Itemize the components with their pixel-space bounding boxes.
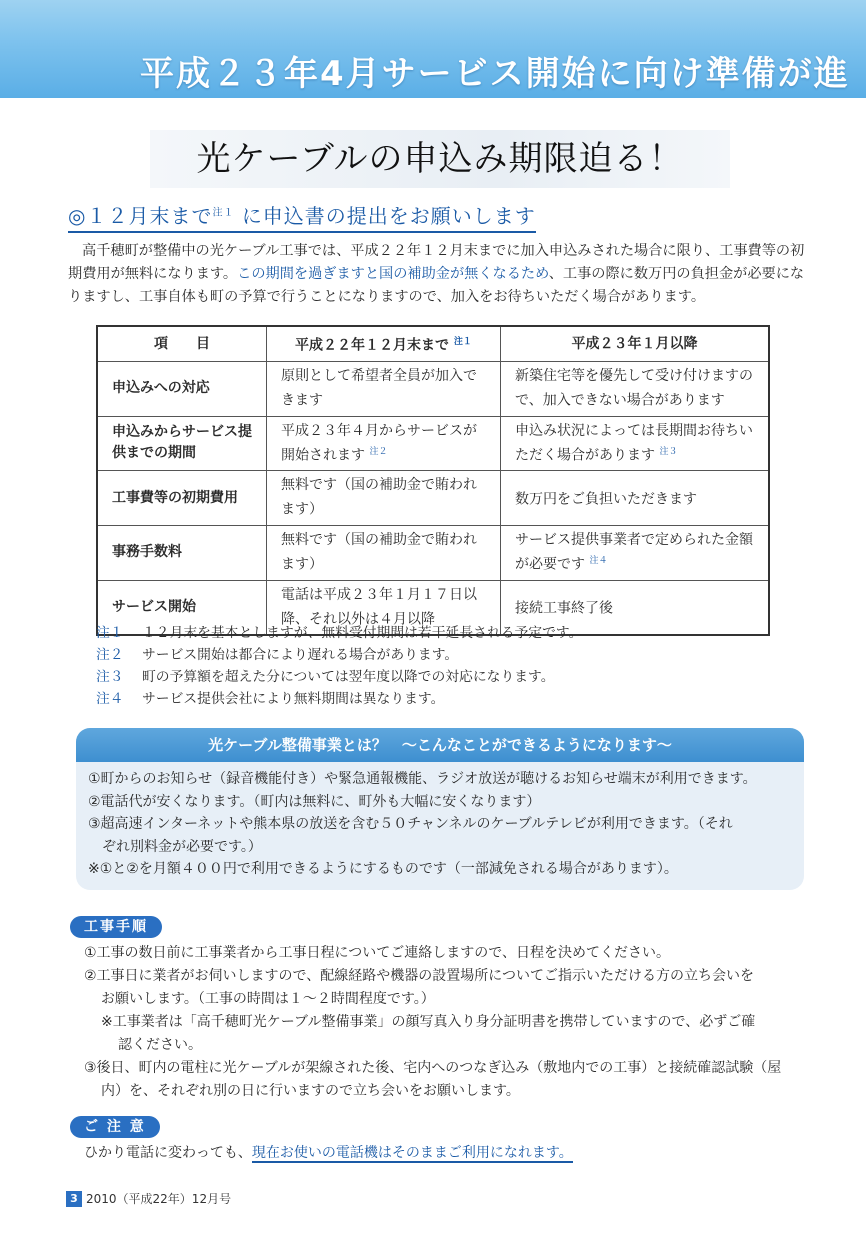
intro-text-2: 、工事の際に数万円の負担金が必要になりますし、工事自体も町の予算で行うことになりますので、加入をお待ちいただく場合があります。 <box>68 266 805 305</box>
footnote-text: 町の予算額を超えた分については翌年度以降での対応になります。 <box>142 669 555 685</box>
table-row <box>97 525 769 580</box>
intro-text-1: 高千穂町が整備中の光ケーブル工事では、平成２２年１２月末までに加入申込みされた場合に限り、工事費等の初期費用が無料になります。 <box>68 243 805 282</box>
row-after-text: 接続工事終了後 <box>515 600 613 617</box>
footnote-key: 注４ <box>96 691 124 707</box>
info-line: ③超高速インターネットや熊本県の放送を含む５０チャンネルのケーブルテレビが利用できます。（それ <box>88 816 733 832</box>
table-header-after: 平成２３年１月以降 <box>501 326 770 362</box>
table-header-note: 注１ <box>453 336 472 347</box>
footnote-item <box>96 688 796 710</box>
info-box <box>76 728 804 890</box>
step-line: お願いします。（工事の時間は１～２時間程度です。） <box>101 991 435 1007</box>
caution-text-pre: ひかり電話に変わっても、 <box>84 1145 252 1161</box>
step-line: ②工事日に業者がお伺いしますので、配線経路や機器の設置場所についてご指示いただける方の立ち会いを <box>84 968 754 984</box>
issue-date: 2010（平成22年）12月号 <box>86 1192 232 1206</box>
row-before <box>267 416 501 471</box>
step-line: ※工事業者は「高千穂町光ケーブル整備事業」の顔写真入り身分証明書を携帯していますので、必ずご確 <box>101 1014 756 1030</box>
footnote-item <box>96 622 796 644</box>
row-after-text: サービス提供事業者で定められた金額が必要です <box>515 531 753 573</box>
table-header-item: 項 目 <box>97 326 267 362</box>
row-before-text: 電話は平成２３年１月１７日以降、それ以外は４月以降 <box>281 586 477 628</box>
row-before <box>267 471 501 526</box>
row-before <box>267 362 501 417</box>
footnote-text: サービス開始は都合により遅れる場合があります。 <box>142 647 459 663</box>
row-label: 申込みからサービス提供までの期間 <box>97 416 267 471</box>
comparison-table <box>96 325 770 636</box>
footnote-key: 注１ <box>96 625 124 641</box>
row-before-text: 無料です（国の補助金で賄われます） <box>281 477 477 518</box>
row-before-text: 原則として希望者全員が加入できます <box>281 368 477 409</box>
step-line: 認ください。 <box>118 1037 202 1053</box>
section-heading-note: 注１ <box>212 207 235 219</box>
steps-list <box>84 942 824 1103</box>
row-after-text: 申込み状況によっては長期間お待ちいただく場合があります <box>515 422 753 464</box>
footnote-key: 注２ <box>96 647 124 663</box>
section-heading-post: に申込書の提出をお願いします <box>241 204 536 228</box>
step-line: ③後日、町内の電柱に光ケーブルが架線された後、宅内へのつなぎ込み（敷地内での工事）と接続確認試験（屋 <box>84 1060 782 1076</box>
row-before <box>267 525 501 580</box>
info-line: ぞれ別料金が必要です。） <box>88 838 262 855</box>
row-label: 工事費等の初期費用 <box>97 471 267 526</box>
step-line: ①工事の数日前に工事業者から工事日程についてご連絡しますので、日程を決めてください。 <box>84 945 670 961</box>
footnote-key: 注３ <box>96 669 124 685</box>
row-label: 申込みへの対応 <box>97 362 267 417</box>
caution-label: ご 注 意 <box>70 1116 160 1138</box>
footnote-item <box>96 644 796 666</box>
table-row <box>97 416 769 471</box>
row-after <box>501 362 770 417</box>
steps-label: 工事手順 <box>70 916 162 938</box>
row-before-text: 無料です（国の補助金で賄われます） <box>281 531 477 573</box>
row-after-note: 注４ <box>589 555 608 566</box>
row-label: 事務手数料 <box>97 525 267 580</box>
info-box-title: 光ケーブル整備事業とは？ ～こんなことができるようになります～ <box>76 728 804 762</box>
row-after-text: 新築住宅等を優先して受け付けますので、加入できない場合があります <box>515 368 753 409</box>
intro-paragraph <box>68 240 808 309</box>
caution-text <box>84 1142 824 1162</box>
info-line: ※①と②を月額４００円で利用できるようにするものです（一部減免される場合があります）。 <box>88 861 678 877</box>
table-header-row <box>97 326 769 362</box>
banner-title: 平成２３年4月サービス開始に向け準備が進 <box>140 54 850 94</box>
row-after-text: 数万円をご負担いただきます <box>515 491 697 508</box>
row-before-text: 平成２３年４月からサービスが開始されます <box>281 422 477 464</box>
info-box-body <box>76 762 804 881</box>
footnotes <box>96 622 796 710</box>
row-label: サービス開始 <box>97 580 267 635</box>
row-after <box>501 525 770 580</box>
top-banner <box>0 0 866 98</box>
table-header-before-label: 平成２２年１２月末まで <box>295 337 450 354</box>
section-heading-pre: ◎１２月末まで <box>68 204 213 228</box>
row-after-note: 注３ <box>659 446 678 457</box>
table-row <box>97 362 769 417</box>
table-header-before <box>267 326 501 362</box>
footnote-item <box>96 666 796 688</box>
footnote-text: サービス提供会社により無料期間は異なります。 <box>142 691 445 707</box>
intro-highlight: この期間を過ぎますと国の補助金が無くなるため <box>237 266 549 282</box>
step-line: 内）を、それぞれ別の日に行いますので立ち会いをお願いします。 <box>101 1083 520 1099</box>
info-line: ②電話代が安くなります。（町内は無料に、町外も大幅に安くなります） <box>88 793 541 810</box>
page-number: 3 <box>66 1191 82 1207</box>
page-footer <box>66 1190 231 1207</box>
caution-highlight: 現在お使いの電話機はそのままご利用になれます。 <box>251 1145 573 1161</box>
page-title: 光ケーブルの申込み期限迫る！ <box>150 130 730 188</box>
row-before-note: 注２ <box>369 446 388 457</box>
row-after <box>501 471 770 526</box>
section-heading <box>68 200 536 233</box>
info-line: ①町からのお知らせ（録音機能付き）や緊急通報機能、ラジオ放送が聴けるお知らせ端末が利用できます。 <box>88 771 757 787</box>
footnote-text: １２月末を基本としますが、無料受付期間は若干延長される予定です。 <box>142 625 583 641</box>
table-row <box>97 471 769 526</box>
row-after <box>501 416 770 471</box>
